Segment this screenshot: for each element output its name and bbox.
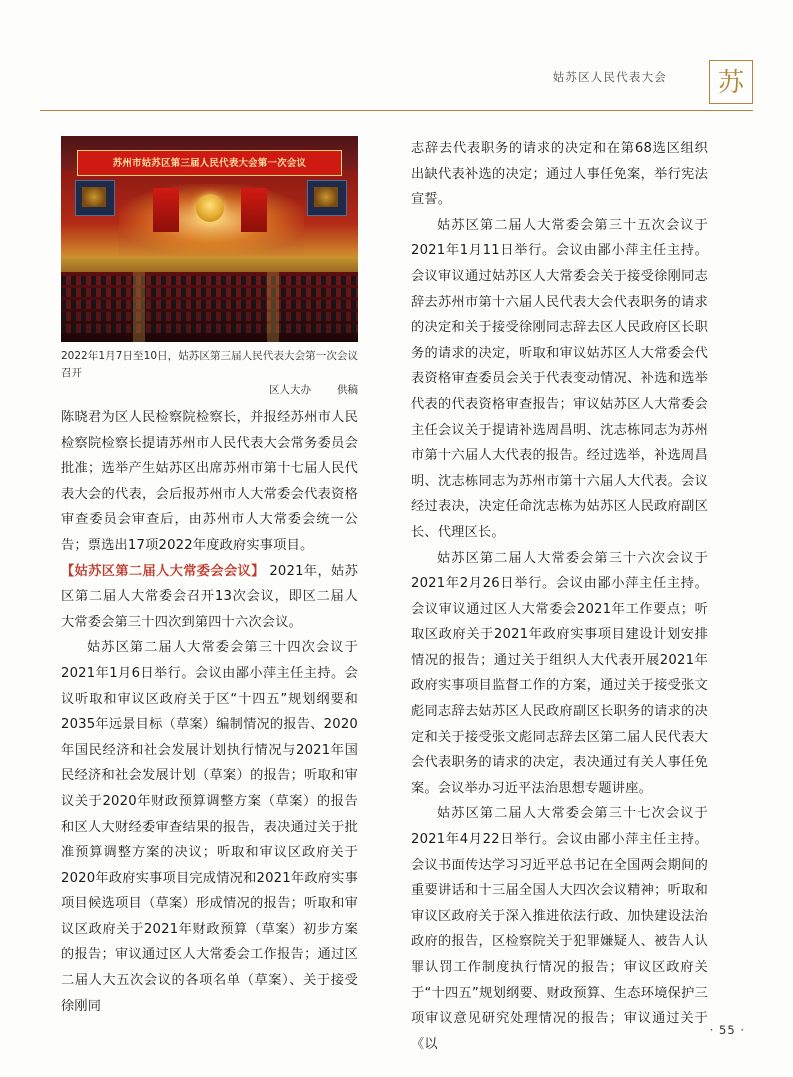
right-paragraph-3: 姑苏区第二届人大常委会第三十六次会议于2021年2月26日举行。会议由鄙小萍主任主持。会议审议通过区人大常委会2021年工作要点；听取区政府关于2021年政府实事项目建设计划安排情况的报告；通过关于组织人大代表开展2021年政府实事项目监督工作的方案，通过关于接受张文彪同志辞去姑苏区人民政府副区长职务的请求的决定和关于接受张文彪同志辞去区第二届人民代表大会代表职务的请求的决定，表决通过有关人事任免案。会议举办习近平法治思想专题讲座。: [411, 550, 708, 796]
figure-caption: [61, 348, 358, 399]
photo-banner-text: 苏州市姑苏区第三届人民代表大会第一次会议: [77, 150, 342, 176]
right-column: [411, 136, 708, 1057]
seal-icon: 苏: [709, 60, 753, 104]
header-divider: [40, 110, 753, 111]
photo-flag-left: [153, 188, 179, 232]
section-label: 姑苏区第二届人大常委会会议: [74, 563, 252, 579]
right-paragraph-1: 志辞去代表职务的请求的决定和在第68选区组织出缺代表补选的决定；通过人事任免案，举行宪法宣誓。: [411, 141, 708, 208]
left-paragraph-1: 陈晓君为区人民检察院检察长，并报经苏州市人民检察院检察长提请苏州市人民代表大会常务委员会批准；选举产生姑苏区出席苏州市第十七届人民代表大会的代表，会后报苏州市人大常委会代表资格审查委员会审查后，由苏州市人大常委会统一公告；票选出17项2022年度政府实事项目。: [61, 410, 358, 553]
conference-photo: [61, 136, 358, 342]
right-paragraph-4: 姑苏区第二届人大常委会第三十七次会议于2021年4月22日举行。会议由鄙小萍主任主持。会议书面传达学习习近平总书记在全国两会期间的重要讲话和十三届全国人大四次会议精神；听取和审议区政府关于深入推进依法行政、加快建设法治政府的报告，区检察院关于犯罪嫌疑人、被告人认罪认罚工作制度执行情况的报告；审议区政府关于“十四五”规划纲要、财政预算、生态环境保护三项审议意见研究处理情况的报告；审议通过关于《以: [411, 806, 708, 1052]
photo-screen-right: [307, 180, 347, 216]
photo-audience-seats: [61, 272, 358, 342]
right-paragraph-2: 姑苏区第二届人大常委会第三十五次会议于2021年1月11日举行。会议由鄙小萍主任主持。会议审议通过姑苏区人大常委会关于接受徐刚同志辞去苏州市第十六届人民代表大会代表职务的请求的决定和关于接受徐刚同志辞去区人民政府区长职务的请求的决定，听取和审议姑苏区人大常委会代表资格审查委员会关于代表变动情况、补选和选举代表的代表资格审查报告；审议姑苏区人大常委会主任会议关于提请补选周昌明、沈志栋同志为苏州市第十六届人大代表的报告。经过选举，补选周昌明、沈志栋同志为苏州市第十六届人大代表。会议经过表决，决定任命沈志栋为姑苏区人民政府副区长、代理区长。: [411, 217, 708, 540]
left-column: [61, 136, 358, 1019]
figure-block: [61, 136, 358, 399]
left-section-body: 2021年，姑苏区第二届人大常委会召开13次会议，即区二届人大常委会第三十四次到第四十六次会议。: [61, 563, 359, 630]
left-section-paragraph: [61, 559, 358, 636]
figure-credit-org: 区人大办: [269, 384, 311, 396]
left-paragraph-3: 姑苏区第二届人大常委会第三十四次会议于2021年1月6日举行。会议由鄙小萍主任主持。会议听取和审议区政府关于区“十四五”规划纲要和2035年远景目标（草案）编制情况的报告、2020年国民经济和社会发展计划执行情况与2021年国民经济和社会发展计划（草案）的报告；听取和审议关于2020年财政预算调整方案（草案）的报告和区人大财经委审查结果的报告，表决通过关于批准预算调整方案的决议；听取和审议区政府关于2020年政府实事项目完成情况和2021年政府实事项目候选项目（草案）形成情况的报告；听取和审议区政府关于2021年财政预算（草案）初步方案的报告；审议通过区人大常委会工作报告；通过区二届人大五次会议的各项名单（草案）、关于接受徐刚同: [61, 640, 358, 1014]
photo-aisle-right: [267, 272, 279, 342]
bracket-open: 【: [61, 563, 75, 579]
header-title: 姑苏区人民代表大会: [552, 70, 667, 84]
photo-screen-left: [75, 180, 115, 216]
figure-caption-text: 2022年1月7日至10日，姑苏区第三届人民代表大会第一次会议召开: [61, 350, 358, 379]
photo-flag-right: [241, 188, 267, 232]
national-emblem-icon: [196, 194, 224, 222]
page-header: [40, 60, 753, 112]
figure-credit-role: 供稿: [337, 384, 358, 396]
photo-aisle-left: [133, 272, 145, 342]
page-number: · 55 ·: [709, 1023, 745, 1037]
bracket-close: 】: [251, 563, 265, 579]
